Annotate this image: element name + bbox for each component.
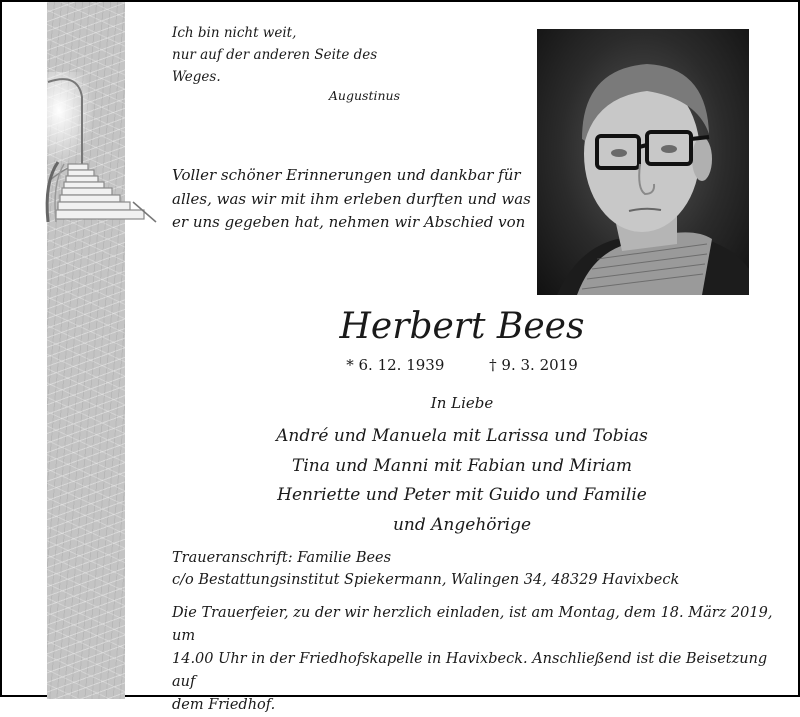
mourning-address bbox=[172, 547, 772, 591]
intro-text bbox=[172, 164, 532, 235]
birth-date: * 6. 12. 1939 bbox=[346, 356, 445, 374]
quote-author: Augustinus bbox=[328, 88, 400, 103]
quote-line: Ich bin nicht weit, bbox=[172, 25, 297, 41]
staircase-illustration bbox=[38, 72, 158, 232]
family-list bbox=[162, 422, 762, 540]
family-line: Henriette und Peter mit Guido und Familie bbox=[277, 485, 647, 505]
ceremony-line: dem Friedhof. bbox=[172, 697, 276, 713]
deceased-name: Herbert Bees bbox=[339, 306, 585, 347]
ceremony-details bbox=[172, 602, 792, 717]
life-dates bbox=[162, 354, 762, 376]
ceremony-line: Die Trauerfeier, zu der wir herzlich einladen, ist am Montag, dem 18. März 2019, um bbox=[172, 605, 773, 644]
family-line: André und Manuela mit Larissa und Tobias bbox=[276, 426, 648, 446]
family-line: Tina und Manni mit Fabian und Miriam bbox=[292, 455, 632, 476]
family-line: und Angehörige bbox=[392, 514, 532, 535]
intro-line: alles, was wir mit ihm erleben durften und was bbox=[172, 189, 531, 208]
farewell-phrase: In Liebe bbox=[430, 394, 494, 412]
address-line: Traueranschrift: Familie Bees bbox=[172, 550, 392, 566]
address-line: c/o Bestattungsinstitut Spiekermann, Walingen 34, 48329 Havixbeck bbox=[172, 572, 680, 588]
intro-line: Voller schöner Erinnerungen und dankbar für bbox=[172, 166, 521, 184]
quote-line: nur auf der anderen Seite des Weges. bbox=[172, 47, 378, 85]
portrait-photo bbox=[537, 29, 749, 295]
quote-block bbox=[172, 22, 412, 103]
intro-line: er uns gegeben hat, nehmen wir Abschied von bbox=[172, 213, 526, 231]
death-date: † 9. 3. 2019 bbox=[489, 356, 578, 374]
ceremony-line: 14.00 Uhr in der Friedhofskapelle in Havixbeck. Anschließend ist die Beisetzung auf bbox=[172, 651, 768, 690]
